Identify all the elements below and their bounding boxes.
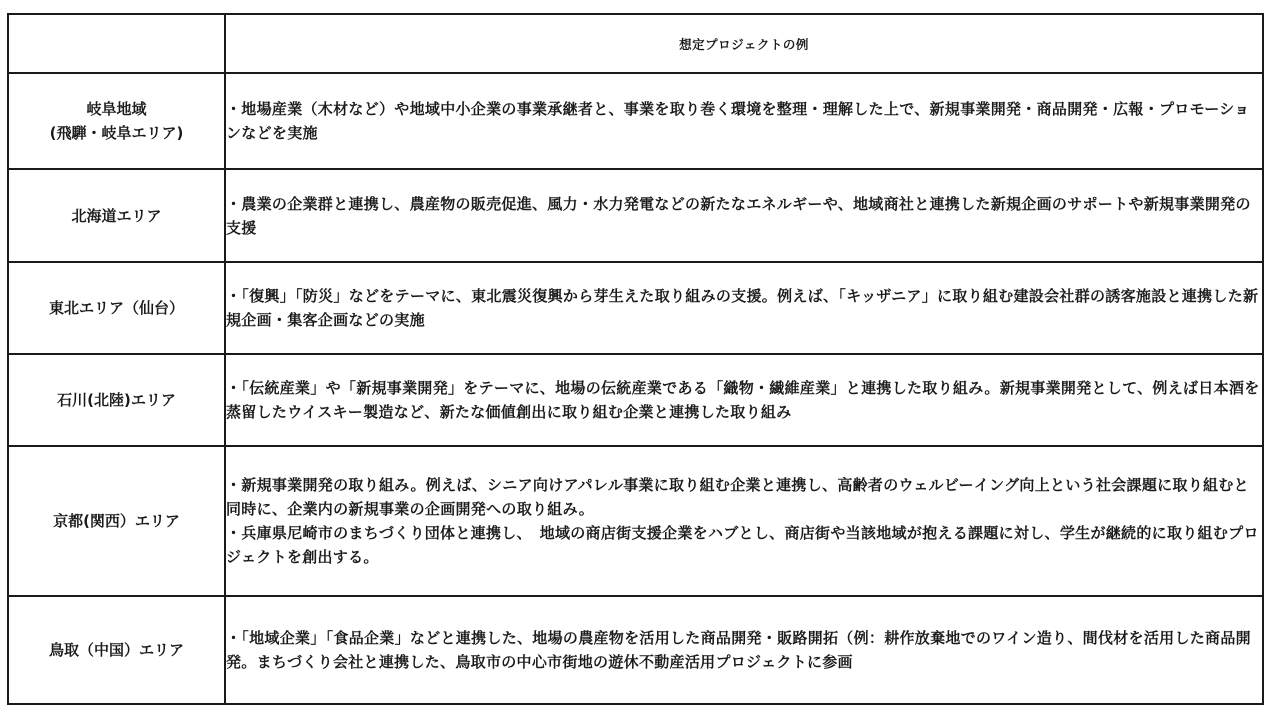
project-table [7, 13, 1264, 705]
region-name: 岐阜地域 [86, 100, 147, 118]
table-row [8, 262, 1263, 354]
project-description-cell [225, 169, 1263, 262]
project-description: ・地場産業（木材など）や地域中小企業の事業承継者と、事業を取り巻く環境を整理・理解した上で、新規事業開発・商品開発・広報・プロモーションなどを実施 [226, 100, 1250, 142]
project-description: ・「伝統産業」や「新規事業開発」をテーマに、地場の伝統産業である「織物・繊維産業」と連携した取り組み。新規事業開発として、例えば日本酒を蒸留したウイスキー製造など、新たな価値創出に取り組む企業と連携した取り組み [226, 379, 1260, 421]
table-row [8, 73, 1263, 169]
project-description-cell [225, 73, 1263, 169]
table-row [8, 169, 1263, 262]
project-description-cell [225, 446, 1263, 596]
region-cell [8, 446, 225, 596]
region-cell [8, 596, 225, 704]
project-description: ・農業の企業群と連携し、農産物の販売促進、風力・水力発電などの新たなエネルギーや、地域商社と連携した新規企画のサポートや新規事業開発の支援 [226, 194, 1251, 237]
region-cell [8, 73, 225, 169]
table-header-row [8, 14, 1263, 73]
region-name: 石川(北陸)エリア [57, 391, 176, 409]
table-row [8, 354, 1263, 446]
table-row [8, 596, 1263, 704]
region-name: 京都(関西）エリア [53, 512, 180, 530]
region-subname: (飛騨・岐阜エリア) [49, 124, 184, 142]
project-description-cell [225, 262, 1263, 354]
table-row [8, 446, 1263, 596]
project-examples-column-header: 想定プロジェクトの例 [225, 14, 1263, 73]
region-cell [8, 169, 225, 262]
project-description: ・「地域企業」「食品企業」などと連携した、地場の農産物を活用した商品開発・販路開拓（例：耕作放棄地でのワイン造り、間伐材を活用した商品開発。まちづくり会社と連携した、鳥取市の中心市街地の遊休不動産活用プロジェクトに参画 [226, 629, 1251, 671]
project-description: ・「復興」「防災」などをテーマに、東北震災復興から芽生えた取り組みの支援。例えば、「キッザニア」に取り組む建設会社群の誘客施設と連携した新規企画・集客企画などの実施 [226, 287, 1259, 329]
project-description: ・新規事業開発の取り組み。例えば、シニア向けアパレル事業に取り組む企業と連携し、高齢者のウェルビーイング向上という社会課題に取り組むと同時に、企業内の新規事業の企画開発への取り組み。 [226, 476, 1249, 518]
project-description: ・兵庫県尼崎市のまちづくり団体と連携し、 地域の商店街支援企業をハブとし、商店街や当該地域が抱える課題に対し、学生が継続的に取り組むプロジェクトを創出する。 [226, 524, 1259, 566]
project-description-cell [225, 354, 1263, 446]
region-column-header [8, 14, 225, 73]
region-name: 北海道エリア [71, 206, 162, 225]
region-cell [8, 354, 225, 446]
region-name: 鳥取（中国）エリア [48, 641, 184, 659]
project-description-cell [225, 596, 1263, 704]
region-name: 東北エリア（仙台） [48, 299, 184, 317]
region-cell [8, 262, 225, 354]
